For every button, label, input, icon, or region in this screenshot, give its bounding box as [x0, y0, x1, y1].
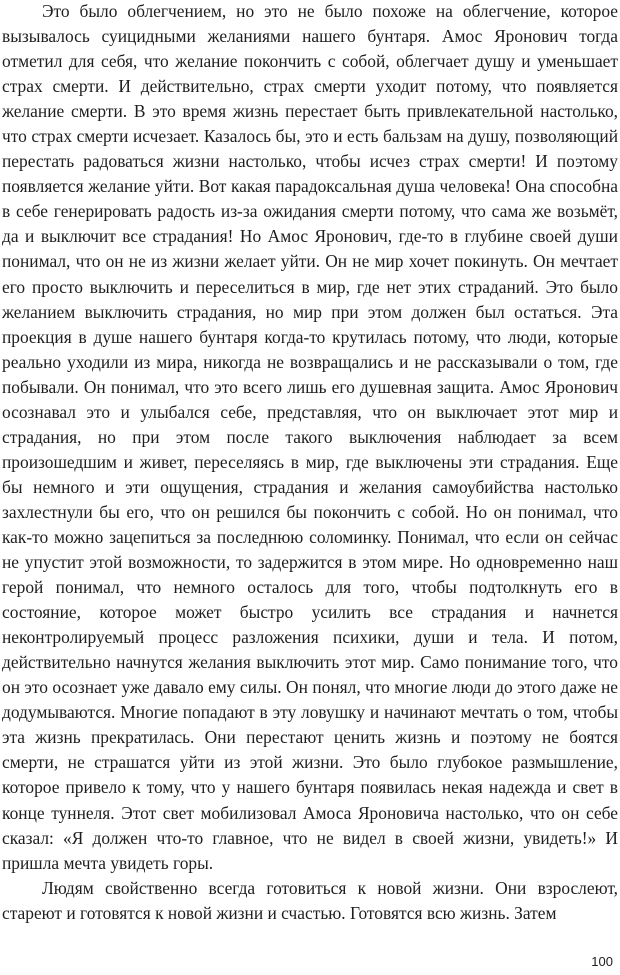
- paragraph-1: Это было облегчением, но это не было похоже на облегчение, которое вызывалось суицидными желаниями нашего бунтаря. Амос Яронович тогда отметил для себя, что желание покончить с собой, облегчает душу и уменьшает страх смерти. И действительно, страх смерти уходит потому, что появляется желание смерти. В это время жизнь перестает быть привлекательной настолько, что страх смерти исчезает. Казалось бы, это и есть бальзам на душу, позволяющий перестать радоваться жизни настолько, чтобы исчез страх смерти! И поэтому появляется желание уйти. Вот какая парадоксальная душа человека! Она способна в себе генерировать радость из-за ожидания смерти потому, что сама же возьмёт, да и выключит все страдания! Но Амос Яронович, где-то в глубине своей души понимал, что он не из жизни желает уйти. Он не мир хочет покинуть. Он мечтает его просто выключить и переселиться в мир, где нет этих страданий. Это было желанием выключить страдания, но мир при этом должен был остаться. Эта проекция в душе нашего бунтаря когда-то крутилась потому, что люди, которые реально уходили из мира, никогда не возвращались и не рассказывали о том, где побывали. Он понимал, что это всего лишь его душевная защита. Амос Яронович осознавал это и улыбался себе, представляя, что он выключает этот мир и страдания, но при этом после такого выключения наблюдает за всем произошедшим и живет, переселяясь в мир, где выключены эти страдания. Еще бы немного и эти ощущения, страдания и желания самоубийства настолько захлестнули бы его, что он решился бы покончить с собой. Но он понимал, что как-то можно зацепиться за последнюю соломинку. Понимал, что если он сейчас не упустит этой возможности, то задержится в этом мире. Но одновременно наш герой понимал, что немного осталось для того, чтобы подтолкнуть его в состояние, которое может быстро усилить все страдания и начнется неконтролируемый процесс разложения психики, души и тела. И потом, действительно начнутся желания выключить этот мир. Само понимание того, что он это осознает уже давало ему силы. Он понял, что многие люди до этого даже не додумываются. Многие попадают в эту ловушку и начинают мечтать о том, чтобы эта жизнь прекратилась. Они перестают ценить жизнь и поэтому не боятся смерти, не страшатся уйти из этой жизни. Это было глубокое размышление, которое привело к тому, что у нашего бунтаря появилась некая надежда и свет в конце туннеля. Этот свет мобилизовал Амоса Яроновича настолько, что он себе сказал: «Я должен что-то главное, что не видел в своей жизни, увидеть!» И пришла мечта увидеть горы.: [2, 1, 618, 873]
- page-number: 100: [591, 954, 613, 969]
- paragraph-2: Людям свойственно всегда готовиться к новой жизни. Они взрослеют, стареют и готовятся к новой жизни и счастью. Готовятся всю жизнь. Затем: [2, 877, 618, 923]
- body-text: [2, 0, 618, 926]
